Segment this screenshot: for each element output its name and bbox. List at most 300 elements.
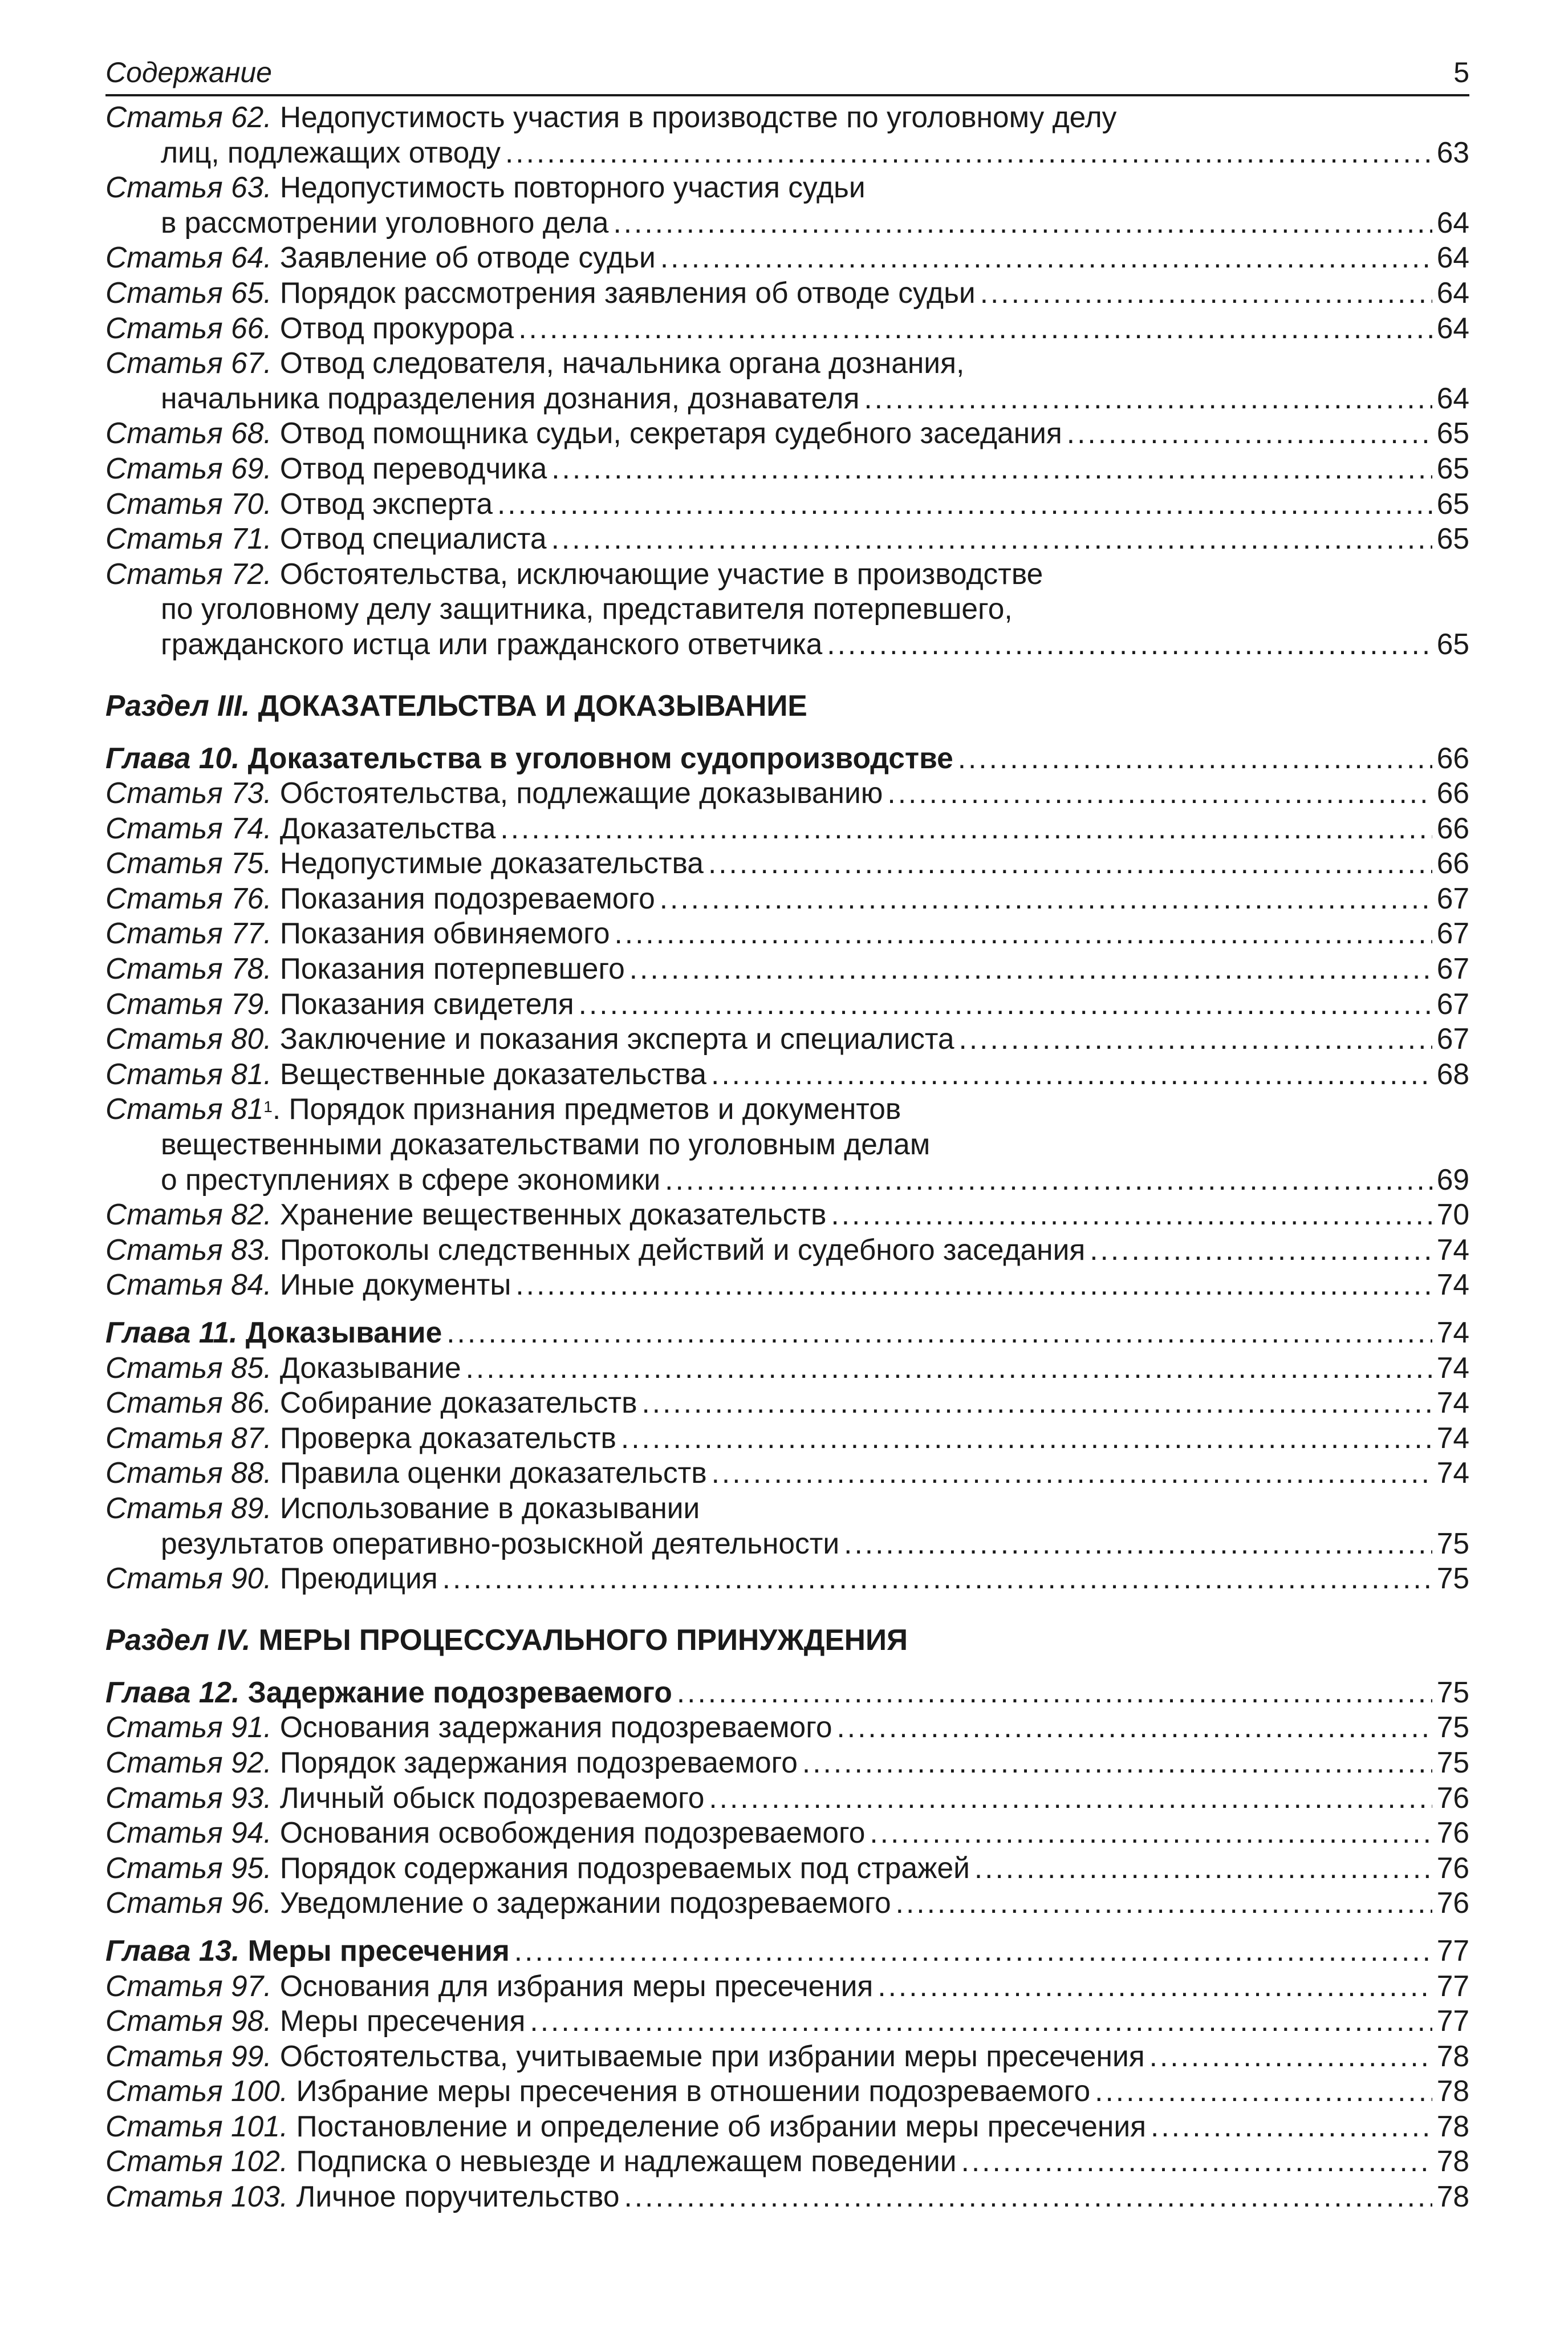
toc-line-text (105, 1021, 954, 1057)
article-title: Иные документы (279, 1268, 511, 1301)
toc-line (105, 951, 1469, 987)
article-label: Статья 80. (105, 1022, 272, 1056)
dot-leader (615, 916, 1432, 951)
toc-page-number: 77 (1436, 1969, 1469, 2002)
article-title: Порядок задержания подозреваемого (279, 1745, 798, 1779)
document-page (105, 54, 1469, 2215)
toc-line-text (105, 275, 976, 311)
dot-leader (579, 987, 1432, 1022)
dot-leader (1149, 2039, 1432, 2074)
toc-line (105, 346, 1469, 381)
toc-line (105, 1815, 1469, 1851)
article-label: Статья 90. (105, 1562, 272, 1595)
article-label: Статья 96. (105, 1886, 272, 1920)
toc-line (105, 486, 1469, 522)
dot-leader (959, 1021, 1432, 1057)
article-label: Статья 77. (105, 916, 272, 950)
toc-article[interactable] (105, 1057, 1469, 1092)
chapter-title: Доказывание (245, 1316, 442, 1349)
toc-line (105, 1675, 1469, 1710)
toc-article[interactable] (105, 311, 1469, 346)
dot-leader (896, 1885, 1432, 1921)
toc-line (105, 1781, 1469, 1816)
article-title: Отвод специалиста (279, 522, 547, 555)
toc-line (105, 1315, 1469, 1350)
article-title: Вещественные доказательства (279, 1057, 707, 1090)
dot-leader (844, 1526, 1432, 1562)
toc-article[interactable] (105, 2004, 1469, 2039)
toc-page-number: 76 (1436, 1851, 1469, 1884)
toc-line (105, 1267, 1469, 1303)
toc-line (105, 2004, 1469, 2039)
toc-line (105, 846, 1469, 881)
toc-line-text (105, 1232, 1085, 1268)
article-label: Статья 101. (105, 2109, 289, 2143)
toc-page-number: 69 (1436, 1162, 1469, 1196)
toc-page-number: 64 (1436, 381, 1469, 415)
toc-page-number: 78 (1436, 2144, 1469, 2178)
toc-line-text (161, 1526, 839, 1562)
toc-article[interactable] (105, 275, 1469, 311)
toc-line-text (105, 1421, 616, 1456)
toc-article[interactable] (105, 1561, 1469, 1596)
toc-line-text (105, 451, 547, 486)
toc-line-text (105, 1315, 442, 1350)
toc-article[interactable] (105, 1385, 1469, 1421)
toc-line-text (105, 1815, 865, 1851)
article-label: Статья 63. (105, 171, 272, 204)
toc-line (105, 1710, 1469, 1745)
article-title: Обстоятельства, исключающие участие в производстве (279, 557, 1043, 590)
toc-line (105, 2039, 1469, 2074)
toc-article[interactable] (105, 1197, 1469, 1232)
article-title: Постановление и определение об избрании меры пресечения (296, 2109, 1147, 2143)
article-title: Порядок рассмотрения заявления об отводе судьи (279, 275, 976, 309)
toc-page-number: 66 (1436, 846, 1469, 880)
article-title: Недопустимые доказательства (279, 846, 704, 880)
toc-line (105, 135, 1469, 171)
chapter-title: Доказательства в уголовном судопроизводстве (247, 741, 953, 774)
toc-page-number: 64 (1436, 311, 1469, 344)
toc-line-text (161, 627, 822, 662)
article-title: в рассмотрении уголовного дела (161, 205, 609, 239)
toc-line-text (161, 381, 859, 416)
toc-page-number: 76 (1436, 1781, 1469, 1814)
toc-page-number: 76 (1436, 1816, 1469, 1850)
article-title: Доказательства (279, 811, 496, 845)
toc-chapter[interactable] (105, 1675, 1469, 1710)
toc-article[interactable] (105, 1745, 1469, 1781)
toc-line (105, 1421, 1469, 1456)
toc-line (105, 1385, 1469, 1421)
toc-article[interactable] (105, 1815, 1469, 1851)
toc-page-number: 68 (1436, 1057, 1469, 1090)
toc-line-text (161, 1127, 930, 1162)
toc-line-text (105, 486, 493, 522)
toc-line (105, 2179, 1469, 2215)
toc-line-text (161, 591, 1013, 627)
toc-article[interactable] (105, 1232, 1469, 1268)
article-title: по уголовному делу защитника, представителя потерпевшего, (161, 592, 1013, 626)
toc-article[interactable] (105, 846, 1469, 881)
toc-line-text (105, 2179, 619, 2215)
article-label: Статья 99. (105, 2039, 272, 2073)
section-label: Раздел IV. (105, 1623, 251, 1656)
toc-line (105, 627, 1469, 662)
article-title: Порядок содержания подозреваемых под стражей (279, 1851, 970, 1884)
toc-page-number: 74 (1436, 1456, 1469, 1490)
article-title: Обстоятельства, учитываемые при избрании меры пресечения (279, 2039, 1145, 2073)
toc-article[interactable] (105, 1455, 1469, 1491)
running-head (105, 54, 1469, 96)
chapter-title: Задержание подозреваемого (247, 1675, 672, 1709)
toc-page-number: 67 (1436, 952, 1469, 986)
article-label: Статья 68. (105, 416, 272, 450)
article-label: Статья 79. (105, 987, 272, 1020)
article-title: вещественными доказательствами по уголовным делам (161, 1128, 931, 1161)
dot-leader (837, 1710, 1432, 1745)
toc-article[interactable] (105, 1267, 1469, 1303)
dot-leader (708, 846, 1432, 881)
toc-line (105, 776, 1469, 811)
article-label: Статья 74. (105, 811, 272, 845)
toc-line (105, 1127, 1469, 1162)
article-label: Статья 73. (105, 776, 272, 810)
chapter-label: Глава 10. (105, 741, 240, 774)
article-label: Статья 66. (105, 311, 272, 344)
toc-page-number: 77 (1436, 2004, 1469, 2038)
dot-leader (711, 1057, 1432, 1092)
article-title: Отвод прокурора (279, 311, 514, 344)
article-title: . Порядок признания предметов и документов (272, 1092, 901, 1126)
toc-article[interactable] (105, 100, 1469, 170)
article-label: Статья 84. (105, 1268, 272, 1301)
dot-leader (442, 1561, 1432, 1596)
dot-leader (961, 2144, 1432, 2179)
toc-line (105, 1197, 1469, 1232)
toc-article[interactable] (105, 1885, 1469, 1921)
toc-page-number: 64 (1436, 241, 1469, 274)
toc-article[interactable] (105, 1710, 1469, 1745)
section-heading (105, 1621, 1469, 1658)
section-title: МЕРЫ ПРОЦЕССУАЛЬНОГО ПРИНУЖДЕНИЯ (258, 1623, 908, 1656)
toc-page-number: 78 (1436, 2039, 1469, 2073)
article-title: результатов оперативно-розыскной деятельности (161, 1526, 840, 1560)
toc-line (105, 591, 1469, 627)
dot-leader (802, 1745, 1432, 1781)
article-title: Преюдиция (279, 1562, 438, 1595)
dot-leader (665, 1162, 1432, 1198)
toc-line (105, 1851, 1469, 1886)
toc-article[interactable] (105, 416, 1469, 451)
toc-line-text (105, 1745, 798, 1781)
toc-line-text (105, 916, 610, 951)
toc-page-number: 65 (1436, 451, 1469, 485)
toc-article[interactable] (105, 240, 1469, 275)
toc-line-text (105, 1969, 873, 2004)
dot-leader (613, 205, 1432, 241)
chapter-label: Глава 13. (105, 1933, 240, 1967)
toc-page-number: 65 (1436, 486, 1469, 520)
toc-page-number: 75 (1436, 1745, 1469, 1779)
toc-chapter[interactable] (105, 1315, 1469, 1350)
toc-line-text (161, 1162, 660, 1198)
toc-article[interactable] (105, 916, 1469, 951)
article-label: Статья 87. (105, 1421, 272, 1454)
toc-line-text (105, 2074, 1090, 2109)
toc-article[interactable] (105, 170, 1469, 240)
toc-chapter[interactable] (105, 1933, 1469, 1969)
toc-article[interactable] (105, 987, 1469, 1022)
toc-page-number: 64 (1436, 205, 1469, 239)
toc-article[interactable] (105, 486, 1469, 522)
toc-line-text (105, 521, 547, 557)
toc-article[interactable] (105, 521, 1469, 557)
toc-line (105, 1561, 1469, 1596)
dot-leader (1151, 2109, 1432, 2144)
dot-leader (677, 1675, 1432, 1710)
toc-article[interactable] (105, 1421, 1469, 1456)
toc-line-text (105, 846, 704, 881)
article-title: Избрание меры пресечения в отношении подозреваемого (296, 2074, 1091, 2108)
toc-article[interactable] (105, 346, 1469, 416)
toc-page-number: 74 (1436, 1386, 1469, 1420)
article-label: Статья 86. (105, 1386, 272, 1420)
article-label: Статья 83. (105, 1232, 272, 1266)
table-of-contents (105, 100, 1469, 2215)
article-title: лиц, подлежащих отводу (161, 135, 501, 169)
dot-leader (660, 881, 1432, 916)
dot-leader (500, 811, 1432, 846)
toc-article[interactable] (105, 881, 1469, 916)
article-label: Статья 62. (105, 100, 272, 133)
toc-line (105, 2144, 1469, 2179)
toc-article[interactable] (105, 1021, 1469, 1057)
toc-line-text (105, 1197, 826, 1232)
toc-article[interactable] (105, 1969, 1469, 2004)
article-label: Статья 93. (105, 1781, 272, 1814)
toc-page-number: 65 (1436, 416, 1469, 450)
toc-line (105, 381, 1469, 416)
article-label: Статья 65. (105, 275, 272, 309)
toc-line-text (105, 741, 953, 776)
article-title: Правила оценки доказательств (279, 1456, 707, 1490)
toc-line-text (105, 2004, 525, 2039)
toc-page-number: 74 (1436, 1232, 1469, 1266)
toc-line (105, 1933, 1469, 1969)
toc-line (105, 557, 1469, 592)
toc-line-text (105, 1267, 511, 1303)
article-title: Заключение и показания эксперта и специалиста (279, 1022, 954, 1056)
toc-article[interactable] (105, 1851, 1469, 1886)
toc-line (105, 311, 1469, 346)
article-label: Статья 71. (105, 522, 272, 555)
toc-article[interactable] (105, 1092, 1469, 1197)
article-label: Статья 92. (105, 1745, 272, 1779)
toc-line (105, 987, 1469, 1022)
toc-line-text (105, 2109, 1146, 2144)
dot-leader (712, 1455, 1432, 1491)
toc-article[interactable] (105, 451, 1469, 486)
article-label: Статья 81. (105, 1057, 272, 1090)
dot-leader (660, 240, 1432, 275)
article-label: Статья 91. (105, 1710, 272, 1744)
toc-chapter[interactable] (105, 741, 1469, 776)
toc-article[interactable] (105, 2074, 1469, 2109)
dot-leader (864, 381, 1432, 416)
article-label: Статья 81 (105, 1092, 264, 1126)
dot-leader (551, 451, 1432, 486)
toc-line-text (161, 135, 501, 171)
toc-line (105, 1350, 1469, 1386)
toc-line-text (105, 881, 655, 916)
dot-leader (980, 275, 1432, 311)
toc-page-number: 66 (1436, 741, 1469, 774)
toc-line-text (105, 416, 1062, 451)
article-label: Статья 69. (105, 451, 272, 485)
toc-line-text (105, 2144, 957, 2179)
toc-article[interactable] (105, 1350, 1469, 1386)
toc-line-text (105, 1851, 970, 1886)
toc-line-text (105, 1350, 461, 1386)
toc-article[interactable] (105, 811, 1469, 846)
toc-article[interactable] (105, 951, 1469, 987)
dot-leader (621, 1421, 1432, 1456)
article-title: Отвод переводчика (279, 451, 547, 485)
dot-leader (831, 1197, 1432, 1232)
dot-leader (551, 521, 1432, 557)
toc-line (105, 205, 1469, 241)
article-label: Статья 67. (105, 346, 272, 380)
toc-line (105, 100, 1469, 135)
article-title: Отвод помощника судьи, секретаря судебного заседания (279, 416, 1062, 450)
toc-line (105, 1057, 1469, 1092)
toc-line-text (105, 1092, 901, 1127)
article-label: Статья 94. (105, 1816, 272, 1850)
toc-line (105, 1745, 1469, 1781)
toc-page-number: 67 (1436, 1022, 1469, 1056)
toc-line (105, 521, 1469, 557)
toc-page-number: 74 (1436, 1350, 1469, 1384)
toc-line-text (105, 1491, 700, 1526)
toc-page-number: 67 (1436, 881, 1469, 915)
toc-line (105, 1092, 1469, 1127)
chapter-label: Глава 12. (105, 1675, 240, 1709)
article-title: Показания подозреваемого (279, 881, 655, 915)
toc-line (105, 1526, 1469, 1562)
dot-leader (887, 776, 1432, 811)
article-label: Статья 97. (105, 1969, 272, 2002)
toc-line-text (105, 311, 514, 346)
article-label: Статья 75. (105, 846, 272, 880)
toc-line (105, 2109, 1469, 2144)
toc-page-number: 63 (1436, 135, 1469, 169)
article-title: Отвод эксперта (279, 486, 493, 520)
toc-article[interactable] (105, 1491, 1469, 1561)
toc-line-text (105, 1675, 672, 1710)
article-title: Доказывание (279, 1350, 461, 1384)
toc-article[interactable] (105, 2144, 1469, 2179)
article-title: Основания освобождения подозреваемого (279, 1816, 866, 1850)
toc-article[interactable] (105, 2179, 1469, 2215)
toc-article[interactable] (105, 2109, 1469, 2144)
toc-line-text (105, 1933, 510, 1969)
article-title: Протоколы следственных действий и судебного заседания (279, 1232, 1086, 1266)
article-title: Показания потерпевшего (279, 952, 625, 986)
article-label: Статья 89. (105, 1491, 272, 1524)
toc-article[interactable] (105, 776, 1469, 811)
dot-leader (974, 1851, 1432, 1886)
toc-page-number: 64 (1436, 275, 1469, 309)
article-label: Статья 76. (105, 881, 272, 915)
article-title: Личное поручительство (296, 2180, 620, 2213)
article-title: Показания обвиняемого (279, 916, 610, 950)
dot-leader (878, 1969, 1432, 2004)
article-title: Использование в доказывании (279, 1491, 700, 1524)
toc-line-text (105, 776, 883, 811)
article-label: Статья 70. (105, 486, 272, 520)
dot-leader (466, 1350, 1432, 1386)
article-title: начальника подразделения дознания, дознавателя (161, 381, 860, 415)
toc-line-text (105, 811, 495, 846)
dot-leader (446, 1315, 1432, 1350)
article-title: Основания задержания подозреваемого (279, 1710, 832, 1744)
dot-leader (870, 1815, 1432, 1851)
toc-page-number: 65 (1436, 627, 1469, 660)
toc-line-text (105, 170, 866, 205)
toc-page-number: 74 (1436, 1268, 1469, 1301)
toc-page-number: 78 (1436, 2180, 1469, 2213)
chapter-title: Меры пресечения (247, 1933, 510, 1967)
toc-line-text (105, 1710, 832, 1745)
toc-line-text (105, 1385, 637, 1421)
toc-line (105, 240, 1469, 275)
toc-article[interactable] (105, 557, 1469, 662)
article-label: Статья 102. (105, 2144, 289, 2178)
toc-line (105, 1162, 1469, 1198)
article-title: Проверка доказательств (279, 1421, 616, 1454)
dot-leader (505, 135, 1432, 171)
toc-page-number: 75 (1436, 1526, 1469, 1560)
toc-page-number: 66 (1436, 776, 1469, 810)
toc-page-number: 75 (1436, 1675, 1469, 1709)
article-label: Статья 82. (105, 1198, 272, 1231)
article-label: Статья 103. (105, 2180, 289, 2213)
article-label: Статья 95. (105, 1851, 272, 1884)
chapter-label: Глава 11. (105, 1316, 238, 1349)
article-title: Заявление об отводе судьи (279, 241, 656, 274)
article-title: Уведомление о задержании подозреваемого (279, 1886, 891, 1920)
toc-line-text (105, 951, 625, 987)
toc-line (105, 881, 1469, 916)
toc-article[interactable] (105, 1781, 1469, 1816)
article-label: Статья 98. (105, 2004, 272, 2038)
toc-line (105, 451, 1469, 486)
toc-line (105, 1491, 1469, 1526)
toc-line-text (105, 346, 964, 381)
article-title: Отвод следователя, начальника органа дознания, (279, 346, 965, 380)
article-label: Статья 100. (105, 2074, 289, 2108)
toc-line (105, 1885, 1469, 1921)
dot-leader (1067, 416, 1432, 451)
dot-leader (641, 1385, 1432, 1421)
toc-line (105, 416, 1469, 451)
toc-line-text (105, 100, 1116, 135)
article-label: Статья 64. (105, 241, 272, 274)
toc-line (105, 1021, 1469, 1057)
toc-line (105, 2074, 1469, 2109)
toc-article[interactable] (105, 2039, 1469, 2074)
